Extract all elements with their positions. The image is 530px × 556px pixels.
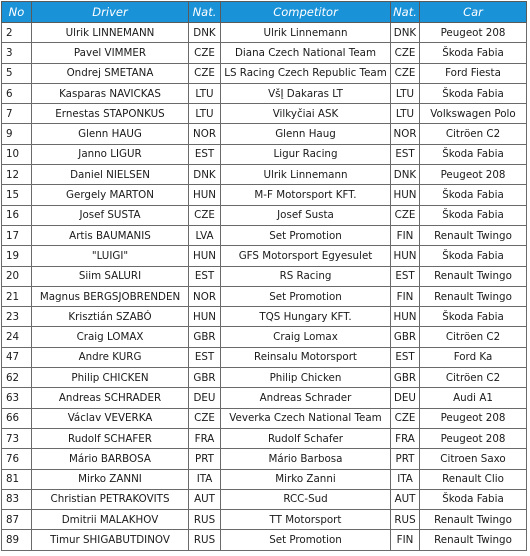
cell-competitor-nat: DNK (391, 23, 420, 43)
cell-competitor: TT Motorsport (221, 510, 391, 530)
header-competitor-nat: Nat. (391, 2, 420, 23)
table-body (2, 23, 527, 551)
cell-driver: Siim SALURI (32, 266, 189, 286)
cell-competitor: Ulrik Linnemann (221, 165, 391, 185)
cell-competitor-nat: GBR (391, 327, 420, 347)
cell-driver-nat: EST (189, 347, 221, 367)
cell-no: 24 (2, 327, 32, 347)
cell-car: Škoda Fabia (420, 205, 527, 225)
table-row (2, 266, 527, 286)
cell-competitor: VšĮ Dakaras LT (221, 83, 391, 103)
cell-driver: Mirko ZANNI (32, 469, 189, 489)
cell-competitor-nat: FIN (391, 530, 420, 550)
cell-driver: Ernestas STAPONKUS (32, 104, 189, 124)
table-row (2, 469, 527, 489)
cell-driver-nat: CZE (189, 205, 221, 225)
cell-competitor: Andreas Schrader (221, 388, 391, 408)
cell-competitor-nat: NOR (391, 124, 420, 144)
table-row (2, 63, 527, 83)
cell-driver-nat: DNK (189, 165, 221, 185)
cell-driver-nat: AUT (189, 489, 221, 509)
cell-competitor-nat: DEU (391, 388, 420, 408)
cell-competitor: Ulrik Linnemann (221, 23, 391, 43)
cell-car: Renault Twingo (420, 530, 527, 550)
cell-competitor: Ligur Racing (221, 144, 391, 164)
cell-car: Volkswagen Polo (420, 104, 527, 124)
cell-competitor-nat: RUS (391, 510, 420, 530)
cell-car: Audi A1 (420, 388, 527, 408)
entry-table (1, 1, 527, 551)
cell-no: 3 (2, 43, 32, 63)
cell-driver-nat: EST (189, 266, 221, 286)
cell-driver: Christian PETRAKOVITS (32, 489, 189, 509)
cell-competitor-nat: EST (391, 347, 420, 367)
cell-driver-nat: EST (189, 144, 221, 164)
cell-car: Citröen C2 (420, 327, 527, 347)
cell-car: Renault Twingo (420, 225, 527, 245)
cell-competitor-nat: LTU (391, 104, 420, 124)
cell-car: Škoda Fabia (420, 489, 527, 509)
cell-competitor-nat: CZE (391, 43, 420, 63)
cell-car: Renault Twingo (420, 510, 527, 530)
cell-driver-nat: RUS (189, 530, 221, 550)
cell-no: 47 (2, 347, 32, 367)
table-row (2, 144, 527, 164)
cell-no: 6 (2, 83, 32, 103)
table-row (2, 286, 527, 306)
table-row (2, 205, 527, 225)
cell-driver-nat: CZE (189, 408, 221, 428)
cell-no: 9 (2, 124, 32, 144)
cell-no: 66 (2, 408, 32, 428)
table-row (2, 510, 527, 530)
table-row (2, 225, 527, 245)
cell-no: 10 (2, 144, 32, 164)
header-car: Car (420, 2, 527, 23)
cell-car: Škoda Fabia (420, 246, 527, 266)
header-competitor: Competitor (221, 2, 391, 23)
cell-no: 17 (2, 225, 32, 245)
cell-driver: Magnus BERGSJOBRENDEN (32, 286, 189, 306)
cell-competitor: Diana Czech National Team (221, 43, 391, 63)
cell-competitor-nat: CZE (391, 63, 420, 83)
cell-competitor: Rudolf Schafer (221, 428, 391, 448)
cell-competitor: Set Promotion (221, 530, 391, 550)
cell-car: Ford Ka (420, 347, 527, 367)
cell-car: Škoda Fabia (420, 307, 527, 327)
cell-driver-nat: HUN (189, 185, 221, 205)
cell-driver-nat: LTU (189, 104, 221, 124)
cell-car: Renault Twingo (420, 266, 527, 286)
cell-driver: Janno LIGUR (32, 144, 189, 164)
cell-competitor-nat: FRA (391, 428, 420, 448)
cell-driver-nat: PRT (189, 449, 221, 469)
cell-competitor-nat: LTU (391, 83, 420, 103)
table-row (2, 246, 527, 266)
cell-no: 12 (2, 165, 32, 185)
header-driver-nat: Nat. (189, 2, 221, 23)
cell-driver: Dmitrii MALAKHOV (32, 510, 189, 530)
table-row (2, 104, 527, 124)
table-row (2, 347, 527, 367)
cell-driver: Craig LOMAX (32, 327, 189, 347)
cell-no: 5 (2, 63, 32, 83)
cell-competitor: Craig Lomax (221, 327, 391, 347)
table-row (2, 83, 527, 103)
cell-car: Ford Fiesta (420, 63, 527, 83)
cell-driver-nat: GBR (189, 368, 221, 388)
cell-car: Peugeot 208 (420, 165, 527, 185)
cell-car: Renault Twingo (420, 286, 527, 306)
cell-competitor: Vilkyčiai ASK (221, 104, 391, 124)
cell-no: 7 (2, 104, 32, 124)
cell-driver-nat: RUS (189, 510, 221, 530)
cell-competitor: Set Promotion (221, 225, 391, 245)
cell-driver: Pavel VIMMER (32, 43, 189, 63)
cell-driver: Andre KURG (32, 347, 189, 367)
cell-driver: Ondrej SMETANA (32, 63, 189, 83)
cell-driver: "LUIGI" (32, 246, 189, 266)
cell-competitor-nat: FIN (391, 225, 420, 245)
cell-driver-nat: FRA (189, 428, 221, 448)
table-row (2, 307, 527, 327)
table-row (2, 489, 527, 509)
cell-competitor-nat: HUN (391, 246, 420, 266)
table-row (2, 43, 527, 63)
entry-list (1, 1, 526, 551)
cell-competitor: Glenn Haug (221, 124, 391, 144)
cell-competitor: RCC-Sud (221, 489, 391, 509)
cell-no: 21 (2, 286, 32, 306)
cell-competitor: RS Racing (221, 266, 391, 286)
cell-driver-nat: ITA (189, 469, 221, 489)
cell-no: 83 (2, 489, 32, 509)
cell-no: 76 (2, 449, 32, 469)
table-row (2, 327, 527, 347)
cell-competitor-nat: CZE (391, 408, 420, 428)
cell-competitor-nat: EST (391, 266, 420, 286)
cell-no: 63 (2, 388, 32, 408)
cell-car: Renault Clio (420, 469, 527, 489)
cell-competitor: M-F Motorsport KFT. (221, 185, 391, 205)
cell-car: Škoda Fabia (420, 185, 527, 205)
cell-competitor-nat: ITA (391, 469, 420, 489)
cell-competitor: Veverka Czech National Team (221, 408, 391, 428)
cell-no: 20 (2, 266, 32, 286)
cell-competitor: GFS Motorsport Egyesulet (221, 246, 391, 266)
cell-driver: Andreas SCHRADER (32, 388, 189, 408)
cell-car: Peugeot 208 (420, 408, 527, 428)
cell-driver: Philip CHICKEN (32, 368, 189, 388)
cell-no: 15 (2, 185, 32, 205)
cell-car: Citroen Saxo (420, 449, 527, 469)
cell-driver: Ulrik LINNEMANN (32, 23, 189, 43)
table-row (2, 408, 527, 428)
cell-driver: Rudolf SCHAFER (32, 428, 189, 448)
cell-car: Citröen C2 (420, 124, 527, 144)
cell-no: 2 (2, 23, 32, 43)
cell-driver: Václav VEVERKA (32, 408, 189, 428)
table-row (2, 388, 527, 408)
cell-competitor-nat: DNK (391, 165, 420, 185)
cell-no: 73 (2, 428, 32, 448)
header-row (2, 2, 527, 23)
cell-competitor: Josef Susta (221, 205, 391, 225)
table-row (2, 185, 527, 205)
cell-competitor-nat: HUN (391, 307, 420, 327)
cell-driver: Gergely MARTON (32, 185, 189, 205)
cell-competitor: TQS Hungary KFT. (221, 307, 391, 327)
table-row (2, 23, 527, 43)
table-row (2, 449, 527, 469)
table-row (2, 530, 527, 550)
cell-competitor-nat: AUT (391, 489, 420, 509)
cell-driver-nat: DNK (189, 23, 221, 43)
cell-car: Peugeot 208 (420, 428, 527, 448)
table-row (2, 124, 527, 144)
cell-driver-nat: DEU (189, 388, 221, 408)
table-row (2, 368, 527, 388)
cell-no: 23 (2, 307, 32, 327)
cell-car: Škoda Fabia (420, 43, 527, 63)
cell-car: Citröen C2 (420, 368, 527, 388)
cell-competitor: Mário Barbosa (221, 449, 391, 469)
cell-driver-nat: CZE (189, 63, 221, 83)
header-driver: Driver (32, 2, 189, 23)
cell-competitor-nat: FIN (391, 286, 420, 306)
cell-competitor: Reinsalu Motorsport (221, 347, 391, 367)
cell-driver-nat: NOR (189, 286, 221, 306)
cell-competitor: Philip Chicken (221, 368, 391, 388)
cell-driver: Krisztián SZABÓ (32, 307, 189, 327)
cell-competitor: Mirko Zanni (221, 469, 391, 489)
cell-competitor-nat: PRT (391, 449, 420, 469)
cell-driver: Daniel NIELSEN (32, 165, 189, 185)
cell-driver: Kasparas NAVICKAS (32, 83, 189, 103)
cell-driver-nat: LVA (189, 225, 221, 245)
cell-competitor: LS Racing Czech Republic Team (221, 63, 391, 83)
cell-driver: Mário BARBOSA (32, 449, 189, 469)
cell-competitor: Set Promotion (221, 286, 391, 306)
table-row (2, 165, 527, 185)
cell-driver-nat: LTU (189, 83, 221, 103)
cell-competitor-nat: GBR (391, 368, 420, 388)
cell-driver: Glenn HAUG (32, 124, 189, 144)
cell-no: 62 (2, 368, 32, 388)
cell-driver: Timur SHIGABUTDINOV (32, 530, 189, 550)
cell-driver-nat: GBR (189, 327, 221, 347)
cell-competitor-nat: EST (391, 144, 420, 164)
cell-car: Škoda Fabia (420, 144, 527, 164)
cell-driver: Artis BAUMANIS (32, 225, 189, 245)
cell-car: Škoda Fabia (420, 83, 527, 103)
cell-car: Peugeot 208 (420, 23, 527, 43)
cell-driver-nat: NOR (189, 124, 221, 144)
cell-no: 87 (2, 510, 32, 530)
cell-no: 81 (2, 469, 32, 489)
header-no: No (2, 2, 32, 23)
cell-no: 19 (2, 246, 32, 266)
cell-no: 89 (2, 530, 32, 550)
cell-competitor-nat: HUN (391, 185, 420, 205)
cell-driver: Josef SUSTA (32, 205, 189, 225)
cell-driver-nat: HUN (189, 246, 221, 266)
table-row (2, 428, 527, 448)
cell-competitor-nat: CZE (391, 205, 420, 225)
cell-driver-nat: CZE (189, 43, 221, 63)
cell-driver-nat: HUN (189, 307, 221, 327)
cell-no: 16 (2, 205, 32, 225)
